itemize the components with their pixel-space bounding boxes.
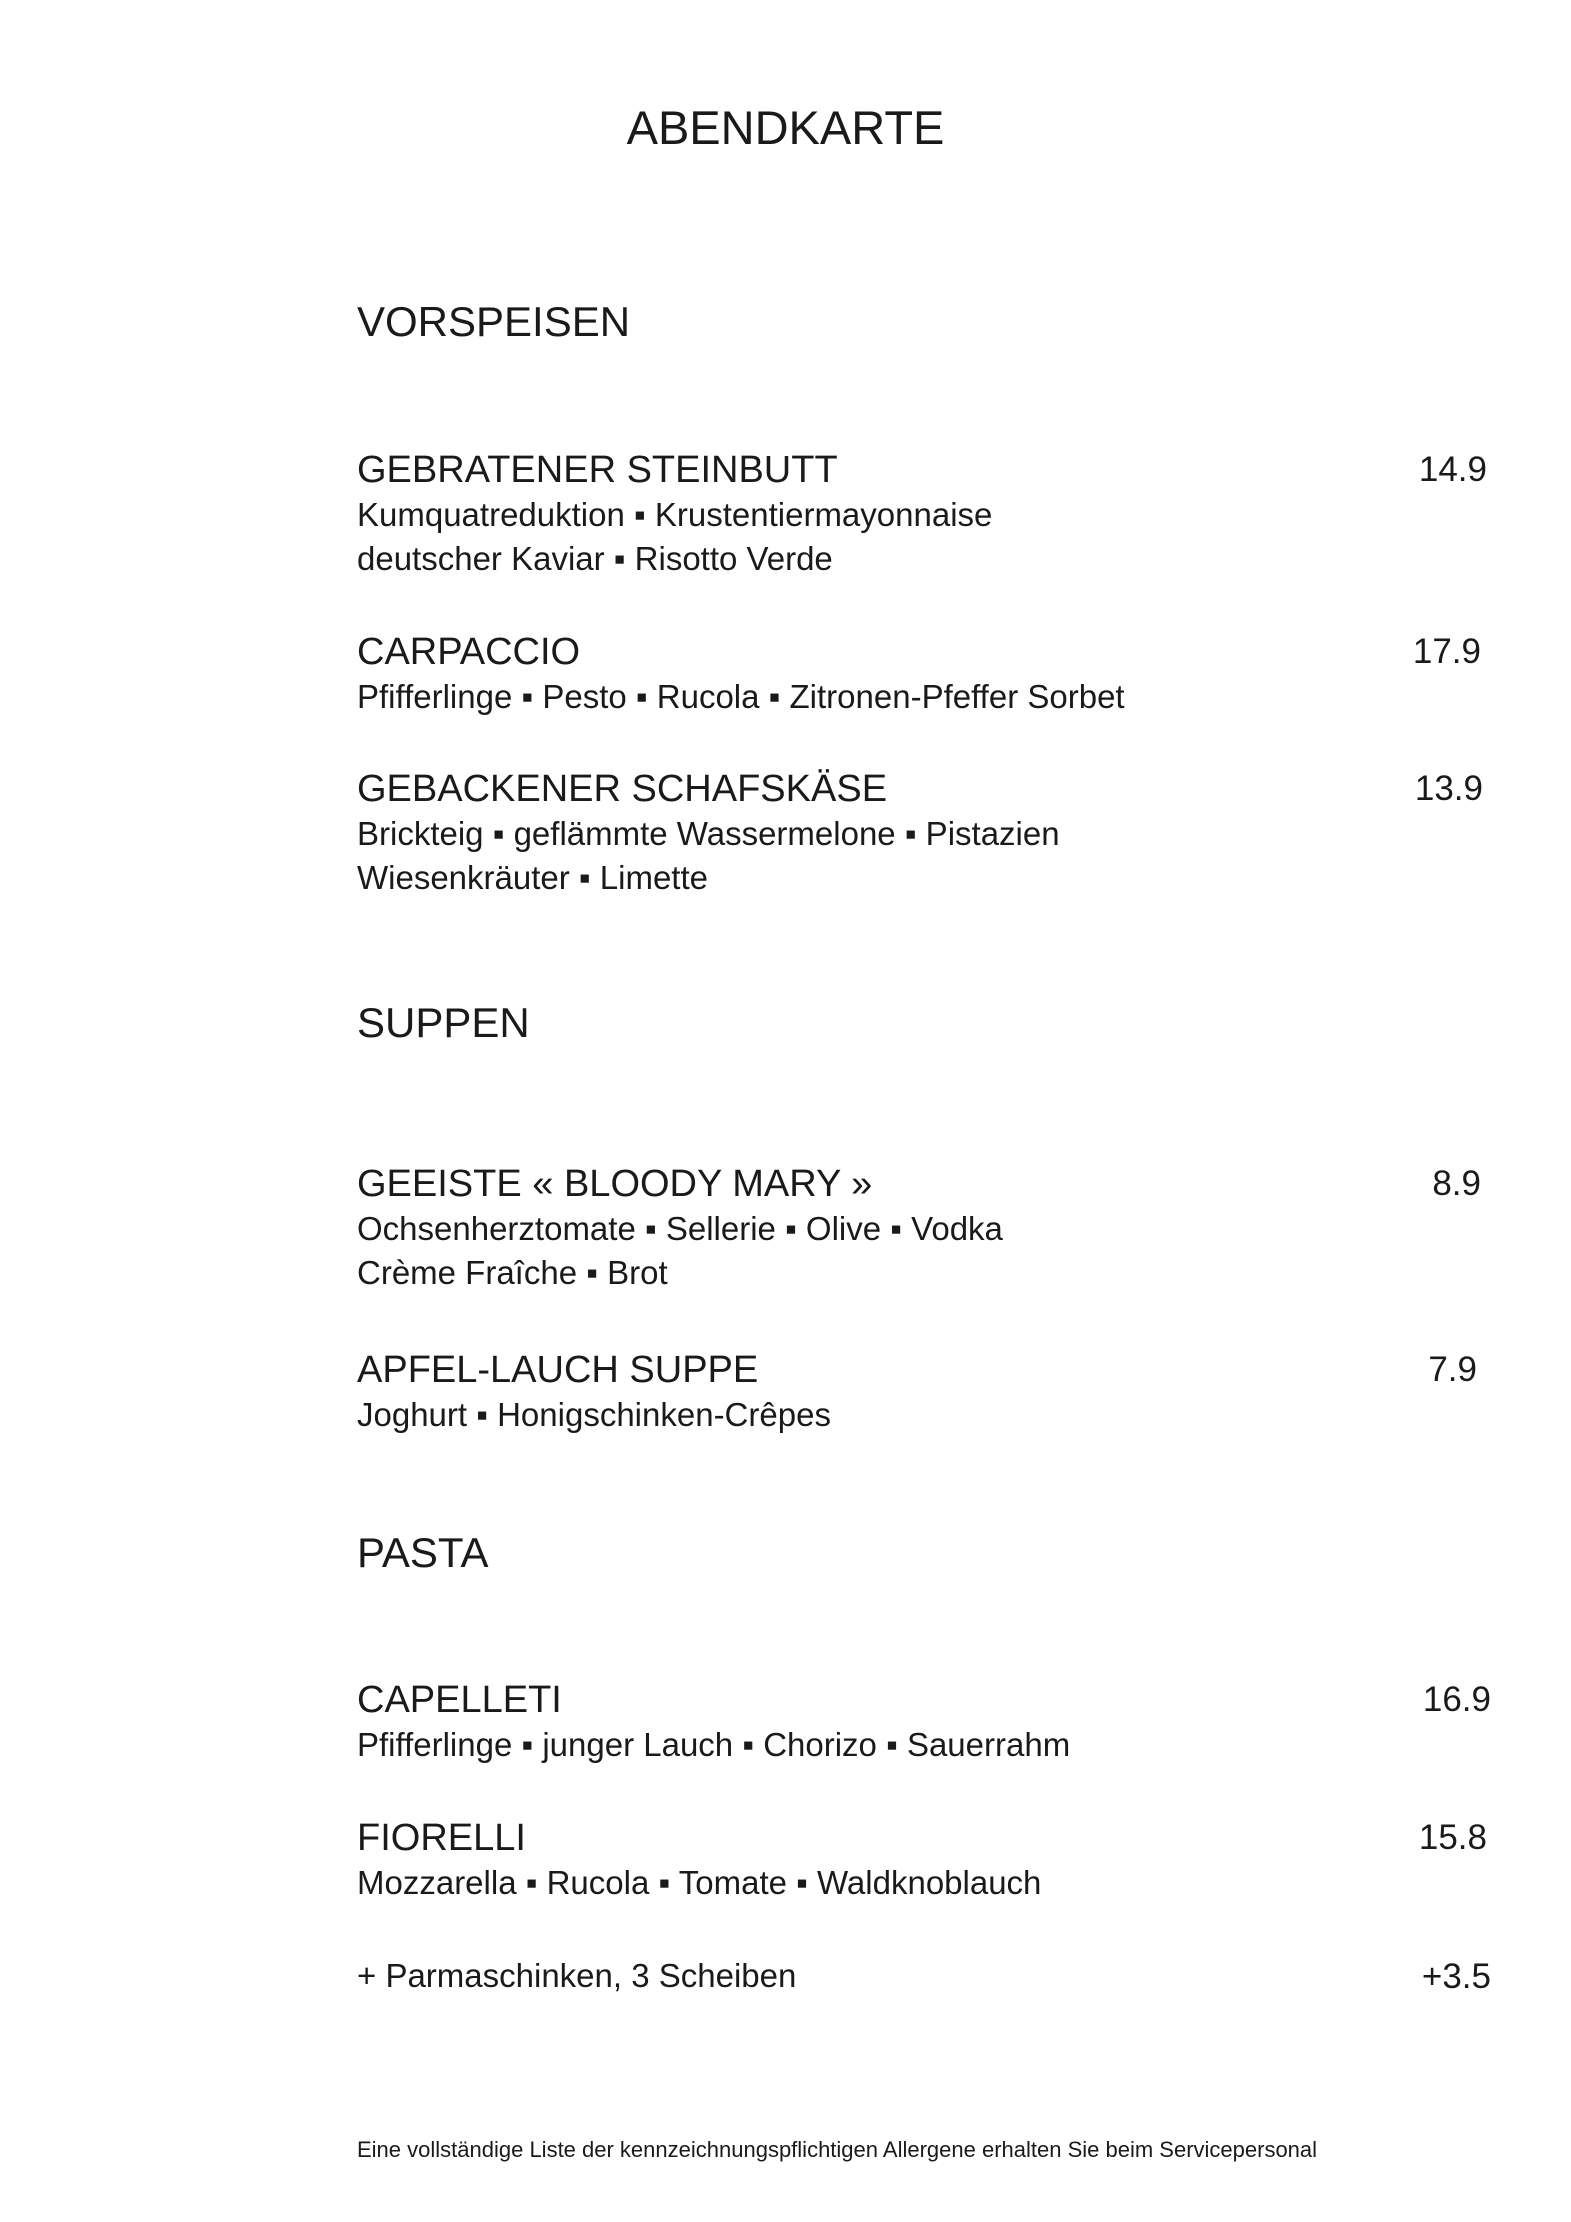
item-description-line: Brickteig ▪ geflämmte Wassermelone ▪ Pistazien: [357, 815, 1060, 852]
item-description-line: Wiesenkräuter ▪ Limette: [357, 859, 708, 896]
item-description-line: Ochsenherztomate ▪ Sellerie ▪ Olive ▪ Vodka: [357, 1210, 1003, 1247]
section-heading-suppen: SUPPEN: [357, 999, 530, 1046]
extra-label: + Parmaschinken, 3 Scheiben: [357, 1957, 797, 1994]
item-description-line: Kumquatreduktion ▪ Krustentiermayonnaise: [357, 496, 993, 533]
section-heading-pasta: PASTA: [357, 1529, 489, 1576]
page-title: ABENDKARTE: [626, 101, 945, 154]
item-price: 14.9: [1418, 450, 1487, 489]
item-description-line: Pfifferlinge ▪ Pesto ▪ Rucola ▪ Zitronen-Pfeffer Sorbet: [357, 678, 1125, 715]
menu-item-gebackener-schafskaese: [357, 766, 1487, 900]
item-description-line: Pfifferlinge ▪ junger Lauch ▪ Chorizo ▪ Sauerrahm: [357, 1726, 1071, 1763]
menu-item-capelleti: [357, 1677, 1491, 1767]
item-name: GEBRATENER STEINBUTT: [357, 449, 838, 491]
menu-item-apfel-lauch-suppe: [357, 1347, 1487, 1437]
item-price: 8.9: [1432, 1164, 1481, 1203]
item-name: GEBACKENER SCHAFSKÄSE: [357, 768, 888, 810]
item-description-line: Mozzarella ▪ Rucola ▪ Tomate ▪ Waldknoblauch: [357, 1864, 1042, 1901]
item-name: CARPACCIO: [357, 631, 581, 673]
menu-item-geeiste-bloody-mary: [357, 1161, 1487, 1295]
item-price: 13.9: [1414, 769, 1483, 808]
item-name: GEEISTE « BLOODY MARY »: [357, 1163, 873, 1205]
item-price: 7.9: [1428, 1350, 1477, 1389]
item-price: 17.9: [1412, 632, 1481, 671]
item-name: FIORELLI: [357, 1817, 526, 1859]
item-name: CAPELLETI: [357, 1679, 562, 1721]
allergen-footnote: Eine vollständige Liste der kennzeichnungspflichtigen Allergene erhalten Sie beim Servicepersonal: [357, 2137, 1318, 2162]
menu-extra-parmaschinken: [357, 1954, 1491, 1998]
menu-item-fiorelli: [357, 1815, 1487, 1905]
item-description-line: Joghurt ▪ Honigschinken-Crêpes: [357, 1396, 831, 1433]
item-description-line: deutscher Kaviar ▪ Risotto Verde: [357, 540, 833, 577]
item-price: 15.8: [1418, 1818, 1487, 1857]
item-price: 16.9: [1422, 1680, 1491, 1719]
menu-item-gebratener-steinbutt: [357, 447, 1487, 581]
section-heading-vorspeisen: VORSPEISEN: [357, 298, 631, 345]
menu-item-carpaccio: [357, 629, 1487, 719]
extra-price: +3.5: [1421, 1957, 1491, 1996]
item-name: APFEL-LAUCH SUPPE: [357, 1349, 759, 1391]
item-description-line: Crème Fraîche ▪ Brot: [357, 1254, 668, 1291]
